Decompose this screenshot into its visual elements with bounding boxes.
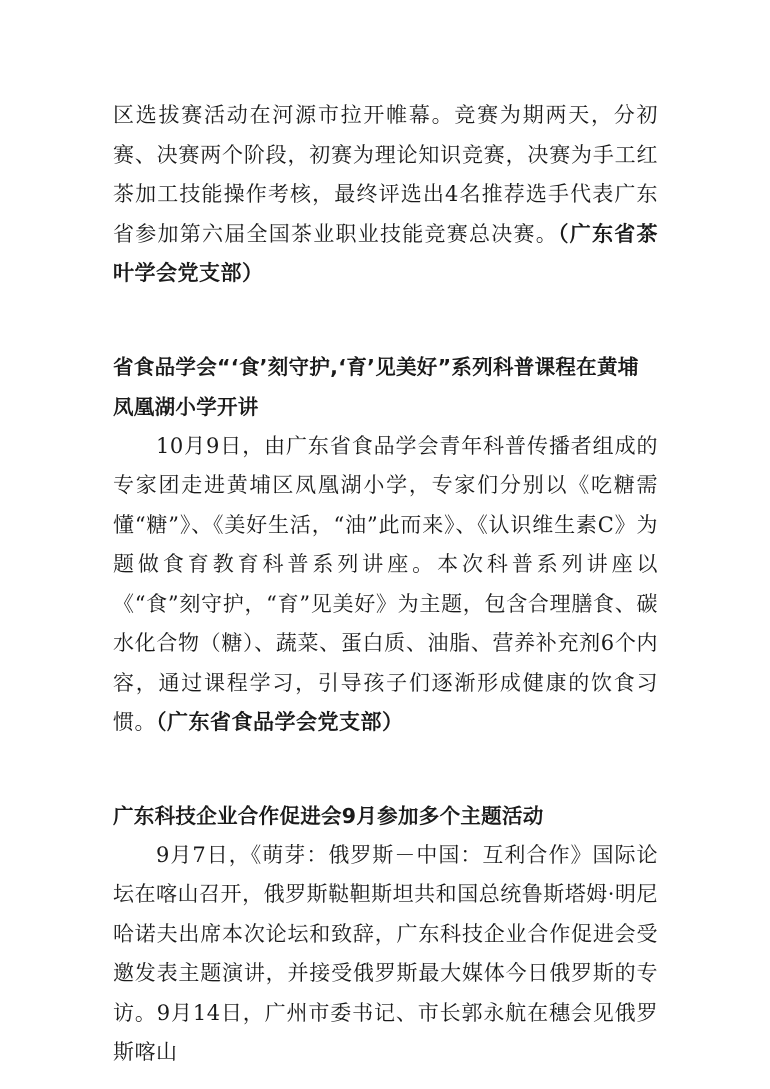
document-content [113,96,658,1073]
article-food-body [113,427,658,743]
article-food-text: 10月9日，由广东省食品学会青年科普传播者组成的专家团走进黄埔区凤凰湖小学，专家们分别以《吃糖需懂“糖”》、《美好生活，“油”此而来》、《认识维生素C》为题做食育教育科普系列讲座。本次科普系列讲座以《“食”刻守护，“育”见美好》为主题，包含合理膳食、碳水化合物（糖）、蔬菜、蛋白质、油脂、营养补充剂6个内容，通过课程学习，引导孩子们逐渐形成健康的饮食习惯。 [113,433,658,734]
article-food-source: （广东省食品学会党支部） [156,710,404,734]
article-tech-title: 广东科技企业合作促进会9月参加多个主题活动 [113,803,544,828]
section-spacer [113,294,658,347]
article-tech-body [113,836,658,1073]
article-food-title: 省食品学会“‘食’刻守护,‘育’见美好”系列科普课程在黄埔凤凰湖小学开讲 [113,354,639,419]
article-tea-text: 区选拔赛活动在河源市拉开帷幕。竞赛为期两天，分初赛、决赛两个阶段，初赛为理论知识竞赛，决赛为手工红茶加工技能操作考核，最终评选出4名推荐选手代表广东省参加第六届全国茶业职业技能竞赛总决赛。 [113,103,658,246]
section-spacer [113,743,658,796]
article-tech-text: 9月7日，《萌芽：俄罗斯－中国：互利合作》国际论坛在喀山召开，俄罗斯鞑靼斯坦共和国总统鲁斯塔姆·明尼哈诺夫出席本次论坛和致辞，广东科技企业合作促进会受邀发表主题演讲，并接受俄罗斯最大媒体今日俄罗斯的专访。9月14日，广州市委书记、市长郭永航在穗会见俄罗斯喀山 [113,842,658,1064]
article-tea-source: （广东省茶叶学会党支部） [113,221,658,285]
article-tea-body [113,96,658,294]
